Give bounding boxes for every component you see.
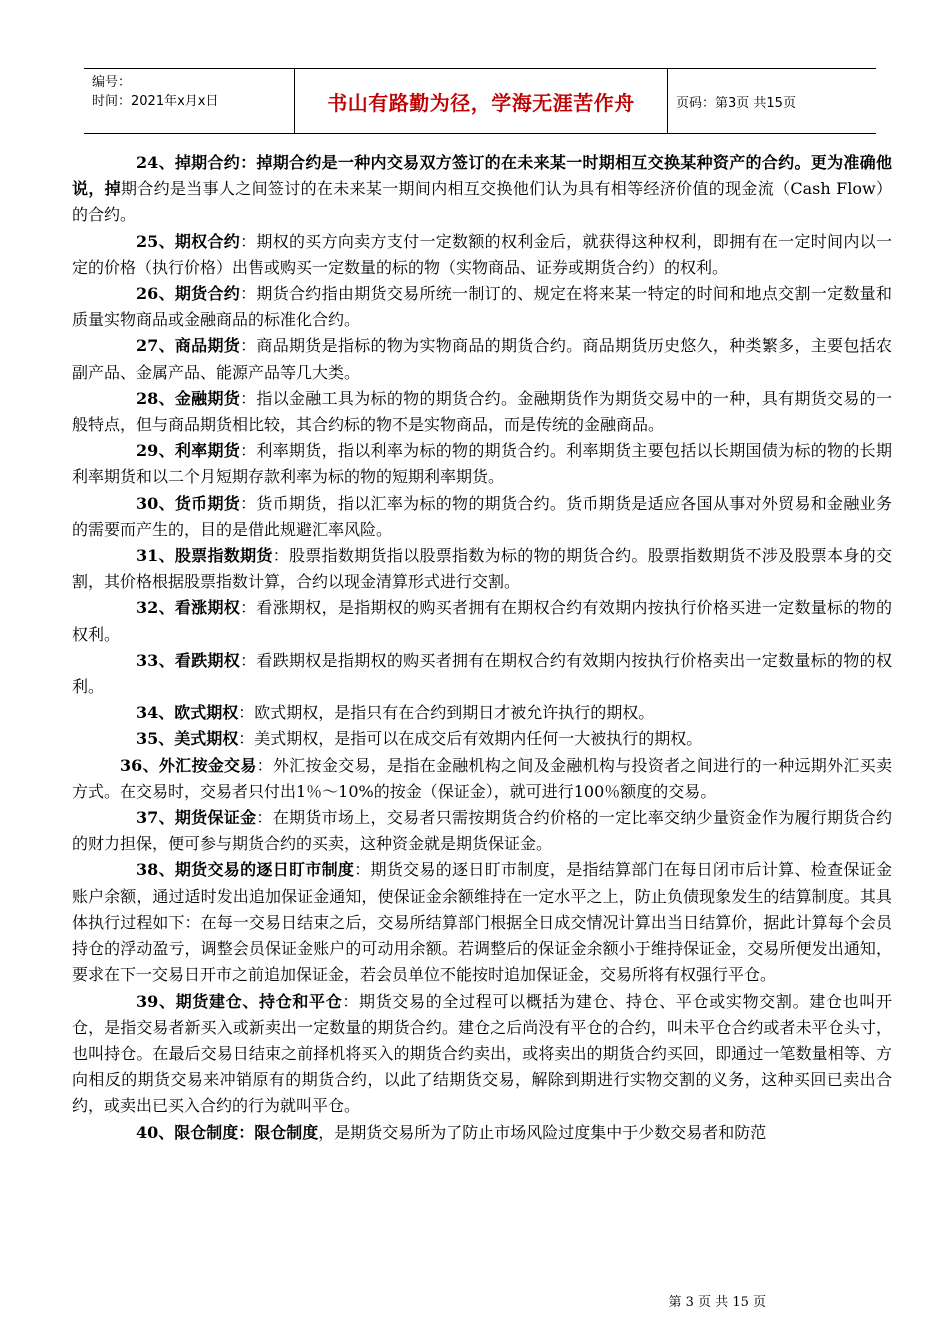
term-25: 25、期权合约 — [136, 231, 241, 251]
definition-38: ：期货交易的逐日盯市制度，是指结算部门在每日闭市后计算、检查保证金账户余额，通过适时发出追加保证金通知，使保证金余额维持在一定水平之上，防止负债现象发生的结算制度。其具体执行过程如下：在每一交易日结束之后，交易所结算部门根据全日成交情况计算出当日结算价，据此计算每个会员持仓的浮动盈亏，调整会员保证金账户的可动用余额。若调整后的保证金余额小于维持保证金，交易所便发出通知，要求在下一交易日开市之前追加保证金，若会员单位不能按时追加保证金，交易所将有权强行平仓。 — [72, 860, 892, 985]
term-31: 31、股票指数期货 — [136, 546, 273, 566]
definition-28: ：指以金融工具为标的物的期货合约。金融期货作为期货交易中的一种，具有期货交易的一般特点，但与商品期货相比较，其合约标的物不是实物商品，而是传统的金融商品。 — [72, 388, 892, 435]
footer-page-number: 第 3 页 共 15 页 — [668, 1295, 766, 1310]
paragraph-31 — [72, 543, 892, 595]
header-motto: 书山有路勤为径，学海无涯苦作舟 — [327, 90, 635, 115]
paragraph-32 — [72, 595, 892, 647]
term-36: 36、外汇按金交易 — [120, 755, 257, 775]
paragraph-38 — [72, 857, 892, 988]
term-26: 26、期货合约 — [136, 284, 241, 304]
definition-26: ：期货合约指由期货交易所统一制订的、规定在将来某一特定的时间和地点交割一定数量和质量实物商品或金融商品的标准化合约。 — [72, 284, 892, 330]
header-meta-cell — [84, 69, 295, 134]
term-24: 24、掉期合约：掉期合约是一种内交易双方签订的在未来某一时期相互交换某种资产的合约。更为准确他说，掉 — [72, 153, 892, 199]
header-page-cell — [668, 69, 877, 134]
header-motto-cell — [295, 69, 668, 134]
paragraph-27 — [72, 333, 892, 385]
term-29: 29、利率期货 — [136, 441, 241, 461]
paragraph-34 — [72, 700, 892, 726]
term-33: 33、看跌期权 — [136, 650, 241, 670]
page-footer — [0, 1291, 950, 1310]
definition-34: ：欧式期权，是指只有在合约到期日才被允许执行的期权。 — [238, 703, 655, 723]
paragraph-25 — [72, 229, 892, 281]
definition-27: ：商品期货是指标的物为实物商品的期货合约。商品期货历史悠久，种类繁多，主要包括农副产品、金属产品、能源产品等几大类。 — [72, 336, 892, 382]
definition-39: ：期货交易的全过程可以概括为建仓、持仓、平仓或实物交割。建仓也叫开仓，是指交易者新买入或新卖出一定数量的期货合约。建仓之后尚没有平仓的合约，叫未平仓合约或者未平仓头寸，也叫持仓。在最后交易日结束之前择机将买入的期货合约卖出，或将卖出的期货合约买回，即通过一笔数量相等、方向相反的期货交易来冲销原有的期货合约，以此了结期货交易，解除到期进行实物交割的义务，这种买回已卖出合约，或卖出已买入合约的行为就叫平仓。 — [72, 991, 892, 1116]
definition-33: ：看跌期权是指期权的购买者拥有在期权合约有效期内按执行价格卖出一定数量标的物的权利。 — [72, 650, 892, 697]
definition-32: ：看涨期权，是指期权的购买者拥有在期权合约有效期内按执行价格买进一定数量标的物的权利。 — [72, 598, 892, 644]
term-34: 34、欧式期权 — [136, 703, 239, 723]
term-39: 39、期货建仓、持仓和平仓 — [136, 991, 343, 1011]
term-40: 40、限仓制度：限仓制度 — [136, 1122, 319, 1142]
term-30: 30、货币期货 — [136, 493, 241, 513]
document-number-label: 编号： — [92, 75, 132, 90]
definition-40: ，是期货交易所为了防止市场风险过度集中于少数交易者和防范 — [318, 1122, 767, 1142]
term-32: 32、看涨期权 — [136, 598, 241, 618]
document-body — [72, 150, 892, 1146]
paragraph-39 — [72, 989, 892, 1120]
definition-35: ：美式期权，是指可以在成交后有效期内任何一大被执行的期权。 — [238, 729, 703, 749]
paragraph-37 — [72, 805, 892, 857]
definition-36: ：外汇按金交易，是指在金融机构之间及金融机构与投资者之间进行的一种远期外汇买卖方式。在交易时，交易者只付出1％～10%的按金（保证金），就可进行100％额度的交易。 — [72, 755, 892, 801]
paragraph-35 — [72, 726, 892, 752]
document-header — [84, 68, 876, 134]
paragraph-26 — [72, 281, 892, 333]
definition-30: ：货币期货，指以汇率为标的物的期货合约。货币期货是适应各国从事对外贸易和金融业务的需要而产生的，目的是借此规避汇率风险。 — [72, 493, 892, 539]
term-35: 35、美式期权 — [136, 729, 239, 749]
paragraph-36 — [72, 753, 892, 805]
paragraph-33 — [72, 648, 892, 700]
definition-25: ：期权的买方向卖方支付一定数额的权利金后，就获得这种权利，即拥有在一定时间内以一定的价格（执行价格）出售或购买一定数量的标的物（实物商品、证券或期货合约）的权利。 — [72, 231, 892, 277]
paragraph-24 — [72, 150, 892, 229]
term-27: 27、商品期货 — [136, 336, 241, 356]
paragraph-28 — [72, 386, 892, 438]
term-28: 28、金融期货 — [136, 388, 241, 408]
definition-29: ：利率期货，指以利率为标的物的期货合约。利率期货主要包括以长期国债为标的物的长期利率期货和以二个月短期存款利率为标的物的短期利率期货。 — [72, 441, 892, 487]
document-time-label: 时间：2021年x月x日 — [92, 94, 219, 109]
paragraph-40 — [72, 1120, 892, 1146]
term-37: 37、期货保证金 — [136, 808, 257, 828]
definition-24: 期合约是当事人之间签讨的在未来某一期间内相互交换他们认为具有相等经济价值的现金流（Cash Flow）的合约。 — [72, 179, 892, 225]
header-page-label: 页码：第3页 共15页 — [676, 95, 796, 111]
definition-31: ：股票指数期货指以股票指数为标的物的期货合约。股票指数期货不涉及股票本身的交割，其价格根据股票指数计算，合约以现金清算形式进行交割。 — [72, 546, 892, 592]
paragraph-29 — [72, 438, 892, 490]
term-38: 38、期货交易的逐日盯市制度 — [136, 860, 355, 880]
paragraph-30 — [72, 491, 892, 543]
definition-37: ：在期货市场上，交易者只需按期货合约价格的一定比率交纳少量资金作为履行期货合约的财力担保，便可参与期货合约的买卖，这种资金就是期货保证金。 — [72, 808, 892, 854]
